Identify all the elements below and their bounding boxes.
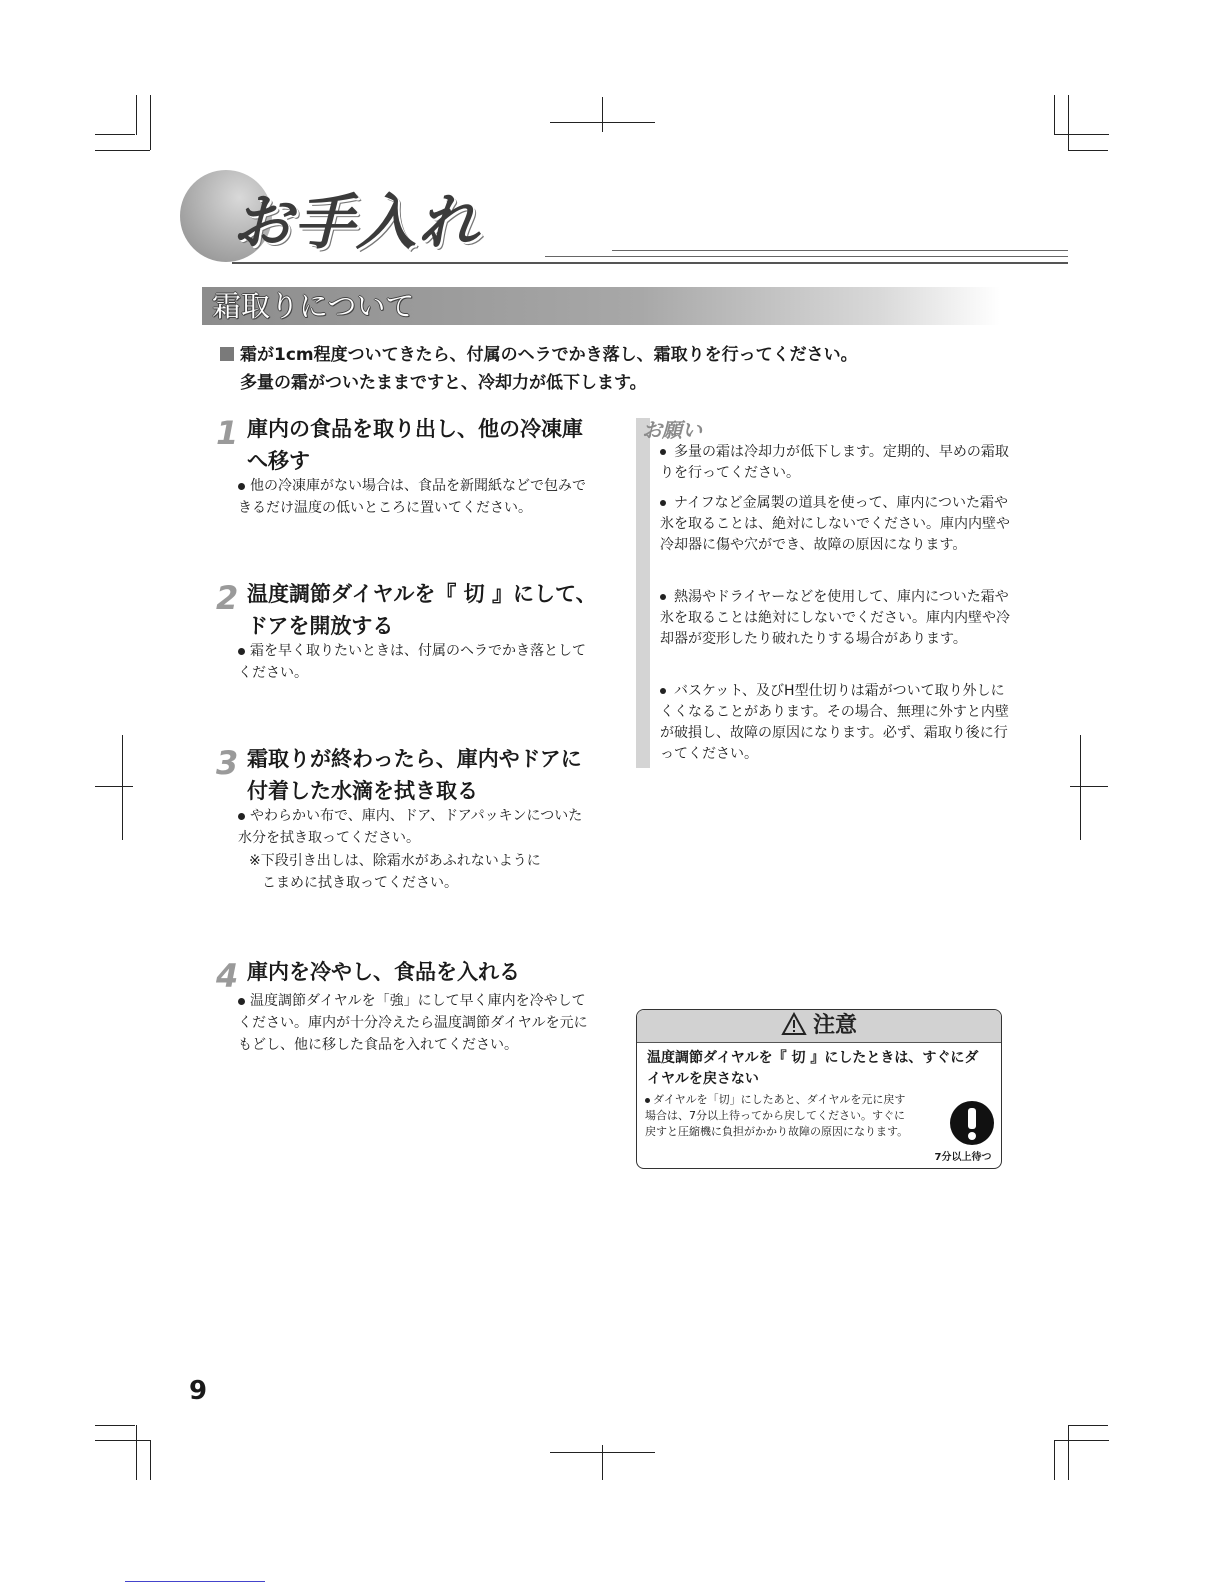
bullet-square-icon [220,347,234,361]
bullet-icon [660,500,666,506]
page-title: お手入れ [232,188,480,258]
step-number: 1 [216,414,239,452]
bullet-icon [238,648,245,655]
caution-body: ダイヤルを「切」にしたあと、ダイヤルを元に戻す場合は、7分以上待ってから戻してください。すぐに戻すと圧縮機に負担がかかり故障の原因になります。 [645,1093,909,1138]
step-number: 4 [216,957,239,995]
crop-mark [1054,134,1109,135]
caution-box [636,1009,1002,1169]
bullet-icon [238,998,245,1005]
caution-label: 注意 [812,1013,857,1038]
crop-mark [1054,1440,1109,1441]
bullet-icon [660,449,666,455]
crop-mark [136,1425,137,1480]
crop-mark [1068,1425,1069,1480]
step-note: ※下段引き出しは、除霜水があふれないように こまめに拭き取ってください。 [249,853,541,891]
crop-mark [1054,1440,1055,1480]
step-number: 3 [216,744,239,782]
bullet-icon [238,483,245,490]
step-title: 庫内の食品を取り出し、他の冷凍庫 へ移す [247,417,583,473]
crop-mark [602,97,603,132]
crop-mark [95,1440,150,1441]
step-bullet: 温度調節ダイヤルを「強」にして早く庫内を冷やしてください。庫内が十分冷えたら温度調節ダイヤルを元にもどし、他に移した食品を入れてください。 [238,993,588,1053]
wait-icon-label: 7分以上待つ [934,1152,992,1163]
notes-side-bar [636,418,650,768]
crop-mark [136,95,137,135]
bullet-icon [645,1098,650,1103]
crop-mark [95,786,133,787]
step-bullet: やわらかい布で、庫内、ドア、ドアパッキンについた水分を拭き取ってください。 [238,808,583,846]
crop-mark [1054,95,1055,135]
crop-mark [550,122,655,123]
bullet-icon [238,813,245,820]
crop-mark [95,150,150,151]
title-rule [232,262,1068,264]
crop-mark [1068,95,1069,150]
intro-line: 多量の霜がついたままですと、冷却力が低下します。 [240,373,647,393]
warning-triangle-icon [781,1012,807,1036]
step-title: 庫内を冷やし、食品を入れる [247,960,520,984]
notes-heading: お願い [642,418,702,442]
step-title: 霜取りが終わったら、庫内やドアに 付着した水滴を拭き取る [247,747,582,803]
crop-mark [95,1425,135,1426]
crop-mark [95,134,135,135]
note-item: バスケット、及びH型仕切りは霜がついて取り外しにくくなることがあります。その場合、無理に外すと内壁が破損し、故障の原因になります。必ず、霜取り後に行ってください。 [660,683,1009,762]
page-number: 9 [189,1376,208,1406]
note-item: 多量の霜は冷却力が低下します。定期的、早めの霜取りを行ってください。 [660,444,1009,481]
title-rule [612,250,1068,251]
intro-line: 霜が1cm程度ついてきたら、付属のヘラでかき落し、霜取りを行ってください。 [240,345,858,365]
note-item: 熱湯やドライヤーなどを使用して、庫内についた霜や氷を取ることは絶対にしないでください。庫内内壁や冷却器が変形したり破れたりする場合があります。 [660,589,1010,647]
crop-mark [1080,735,1081,840]
caution-header [637,1010,1001,1043]
bullet-icon [660,594,666,600]
crop-mark [602,1445,603,1480]
step-bullet: 他の冷凍庫がない場合は、食品を新聞紙などで包みできるだけ温度の低いところに置いてください。 [238,478,586,516]
caution-title: 温度調節ダイヤルを『 切 』にしたときは、すぐにダイヤルを戻さない [647,1050,979,1087]
crop-mark [150,95,151,150]
exclamation-icon [949,1100,995,1146]
step-bullet: 霜を早く取りたいときは、付属のヘラでかき落としてください。 [238,643,586,681]
crop-mark [1068,150,1108,151]
section-title: 霜取りについて [212,289,415,323]
step-number: 2 [216,579,239,617]
note-item: ナイフなど金属製の道具を使って、庫内についた霜や氷を取ることは、絶対にしないでください。庫内内壁や冷却器に傷や穴ができ、故障の原因になります。 [660,495,1010,553]
crop-mark [150,1440,151,1480]
title-rule [545,256,1068,257]
crop-mark [1068,1425,1108,1426]
crop-mark [1070,786,1108,787]
crop-mark [122,735,123,840]
section-header [202,287,1000,325]
step-title: 温度調節ダイヤルを『 切 』にして、 ドアを開放する [247,582,597,638]
crop-mark [550,1452,655,1453]
bottom-link-underline [125,1581,265,1582]
bullet-icon [660,688,666,694]
